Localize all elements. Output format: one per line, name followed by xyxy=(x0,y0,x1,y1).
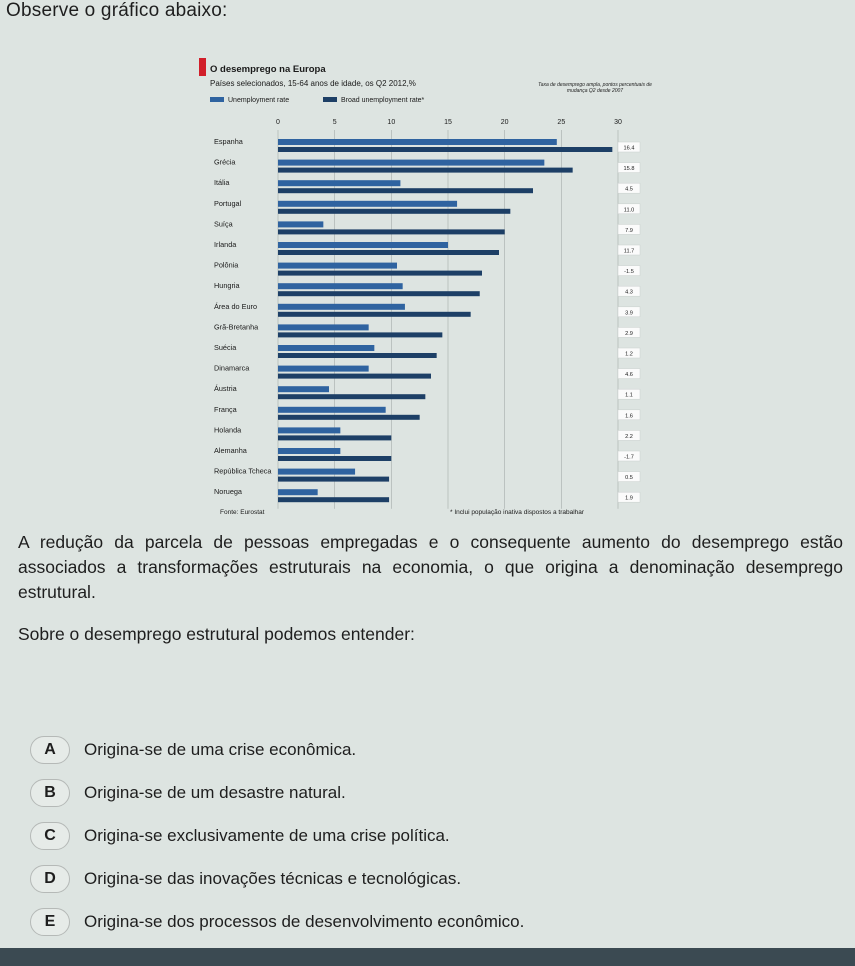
bar-broad-15 xyxy=(278,456,391,461)
option-c-letter: C xyxy=(30,822,70,850)
bar-broad-0 xyxy=(278,147,612,152)
option-d-text: Origina-se das inovações técnicas e tecnológicas. xyxy=(84,868,462,888)
chart-footnote: * Inclui população inativa dispostos a trabalhar xyxy=(450,509,585,516)
x-tick-label-30: 30 xyxy=(614,119,622,126)
change-value-12: 1.1 xyxy=(625,392,633,399)
change-value-2: 4.5 xyxy=(625,186,633,193)
option-b-text: Origina-se de um desastre natural. xyxy=(84,782,346,802)
bar-unemployment-1 xyxy=(278,160,544,166)
bar-unemployment-10 xyxy=(278,345,374,351)
bar-broad-4 xyxy=(278,229,505,234)
option-e-text: Origina-se dos processos de desenvolvimento econômico. xyxy=(84,911,525,931)
answer-options xyxy=(30,728,524,943)
category-label-15: Alemanha xyxy=(214,446,247,455)
category-label-4: Suíça xyxy=(214,219,233,229)
option-a-letter: A xyxy=(30,736,70,764)
bar-unemployment-15 xyxy=(278,448,340,454)
bar-broad-12 xyxy=(278,394,425,399)
legend-label-broad: Broad unemployment rate* xyxy=(341,97,425,104)
category-label-10: Suécia xyxy=(214,343,237,352)
page-header: Observe o gráfico abaixo: xyxy=(6,0,228,21)
bar-broad-1 xyxy=(278,168,573,173)
option-b-letter: B xyxy=(30,779,70,807)
chart-source: Fonte: Eurostat xyxy=(220,509,265,516)
change-value-6: -1.5 xyxy=(624,269,634,276)
category-label-3: Portugal xyxy=(214,198,242,208)
category-label-7: Hungria xyxy=(214,281,240,291)
category-label-11: Dinamarca xyxy=(214,363,250,373)
change-value-5: 11.7 xyxy=(623,248,635,255)
red-marker xyxy=(199,58,206,76)
bar-broad-7 xyxy=(278,291,480,296)
option-e[interactable] xyxy=(30,900,524,943)
legend-swatch-broad xyxy=(323,97,337,102)
category-label-9: Grã-Bretanha xyxy=(214,322,259,332)
option-c[interactable] xyxy=(30,814,524,857)
category-label-1: Grécia xyxy=(214,157,236,167)
option-c-text: Origina-se exclusivamente de uma crise política. xyxy=(84,825,450,845)
bar-broad-13 xyxy=(278,415,420,420)
change-value-15: -1.7 xyxy=(624,454,634,461)
x-tick-label-15: 15 xyxy=(444,119,452,126)
bar-unemployment-12 xyxy=(278,386,329,392)
category-label-0: Espanha xyxy=(214,137,243,146)
bar-unemployment-0 xyxy=(278,139,557,145)
right-header: Taxa de desemprego ampla, pontos percentuais de mudança Q2 desde 2007 xyxy=(538,82,652,94)
bar-unemployment-2 xyxy=(278,180,400,186)
bar-unemployment-5 xyxy=(278,242,448,248)
bottom-bar xyxy=(0,948,855,966)
bar-unemployment-8 xyxy=(278,304,405,310)
change-value-3: 11.0 xyxy=(623,207,635,214)
bar-unemployment-11 xyxy=(278,366,369,372)
category-label-12: Áustria xyxy=(214,384,237,394)
right-header-box xyxy=(536,82,654,112)
change-value-7: 4.3 xyxy=(625,289,633,296)
bar-unemployment-9 xyxy=(278,324,369,330)
bar-broad-10 xyxy=(278,353,437,358)
bar-unemployment-3 xyxy=(278,201,457,207)
change-value-17: 1.9 xyxy=(625,495,633,502)
option-a[interactable] xyxy=(30,728,524,771)
option-b[interactable] xyxy=(30,771,524,814)
bar-unemployment-17 xyxy=(278,489,318,495)
legend-swatch-unemployment xyxy=(210,97,224,102)
bar-broad-3 xyxy=(278,209,510,214)
unemployment-chart xyxy=(190,58,660,528)
bar-broad-14 xyxy=(278,435,391,440)
category-label-16: República Tcheca xyxy=(214,466,272,476)
option-d-letter: D xyxy=(30,865,70,893)
category-label-5: Irlanda xyxy=(214,240,237,249)
change-value-11: 4.6 xyxy=(625,372,633,379)
bar-unemployment-13 xyxy=(278,407,386,413)
category-label-17: Noruega xyxy=(214,487,242,497)
category-label-2: Itália xyxy=(214,178,230,188)
x-tick-label-20: 20 xyxy=(500,119,509,126)
change-value-9: 2.9 xyxy=(625,330,633,337)
change-value-10: 1.2 xyxy=(625,351,633,358)
bar-broad-16 xyxy=(278,477,389,482)
explanation-paragraph: A redução da parcela de pessoas empregadas e o consequente aumento do desemprego estão associados a transformações estruturais na economia, o que origina a denominação desemprego estrutural. xyxy=(18,532,843,602)
bar-broad-9 xyxy=(278,332,442,337)
x-tick-label-10: 10 xyxy=(387,119,396,126)
bar-broad-11 xyxy=(278,374,431,379)
bar-unemployment-16 xyxy=(278,469,355,475)
chart-title: O desemprego na Europa xyxy=(210,64,326,75)
change-value-1: 15.8 xyxy=(623,166,635,173)
change-value-16: 0.5 xyxy=(625,475,633,482)
bar-unemployment-6 xyxy=(278,263,397,269)
bar-broad-17 xyxy=(278,497,389,502)
bar-unemployment-7 xyxy=(278,283,403,289)
x-tick-label-25: 25 xyxy=(557,119,566,126)
bar-unemployment-4 xyxy=(278,221,323,227)
option-e-letter: E xyxy=(30,908,70,936)
legend-label-unemployment: Unemployment rate xyxy=(228,97,290,104)
x-tick-label-5: 5 xyxy=(332,119,337,126)
category-label-13: França xyxy=(214,404,237,414)
category-label-8: Área do Euro xyxy=(214,301,257,311)
bar-unemployment-14 xyxy=(278,427,340,433)
chart-subtitle: Países selecionados, 15-64 anos de idade, os Q2 2012,% xyxy=(210,79,416,88)
category-label-6: Polônia xyxy=(214,260,239,270)
change-value-8: 3.9 xyxy=(625,310,633,317)
change-value-13: 1.6 xyxy=(625,413,633,420)
change-value-0: 16.4 xyxy=(623,145,635,152)
option-d[interactable] xyxy=(30,857,524,900)
bar-broad-5 xyxy=(278,250,499,255)
category-label-14: Holanda xyxy=(214,425,242,435)
change-value-4: 7.9 xyxy=(625,227,633,234)
option-a-text: Origina-se de uma crise econômica. xyxy=(84,739,357,759)
question-text: Sobre o desemprego estrutural podemos entender: xyxy=(18,624,415,644)
change-value-14: 2.2 xyxy=(625,433,633,440)
bar-broad-8 xyxy=(278,312,471,317)
bar-broad-2 xyxy=(278,188,533,193)
bar-broad-6 xyxy=(278,271,482,276)
chart-container xyxy=(190,58,660,528)
x-tick-label-0: 0 xyxy=(276,119,280,126)
